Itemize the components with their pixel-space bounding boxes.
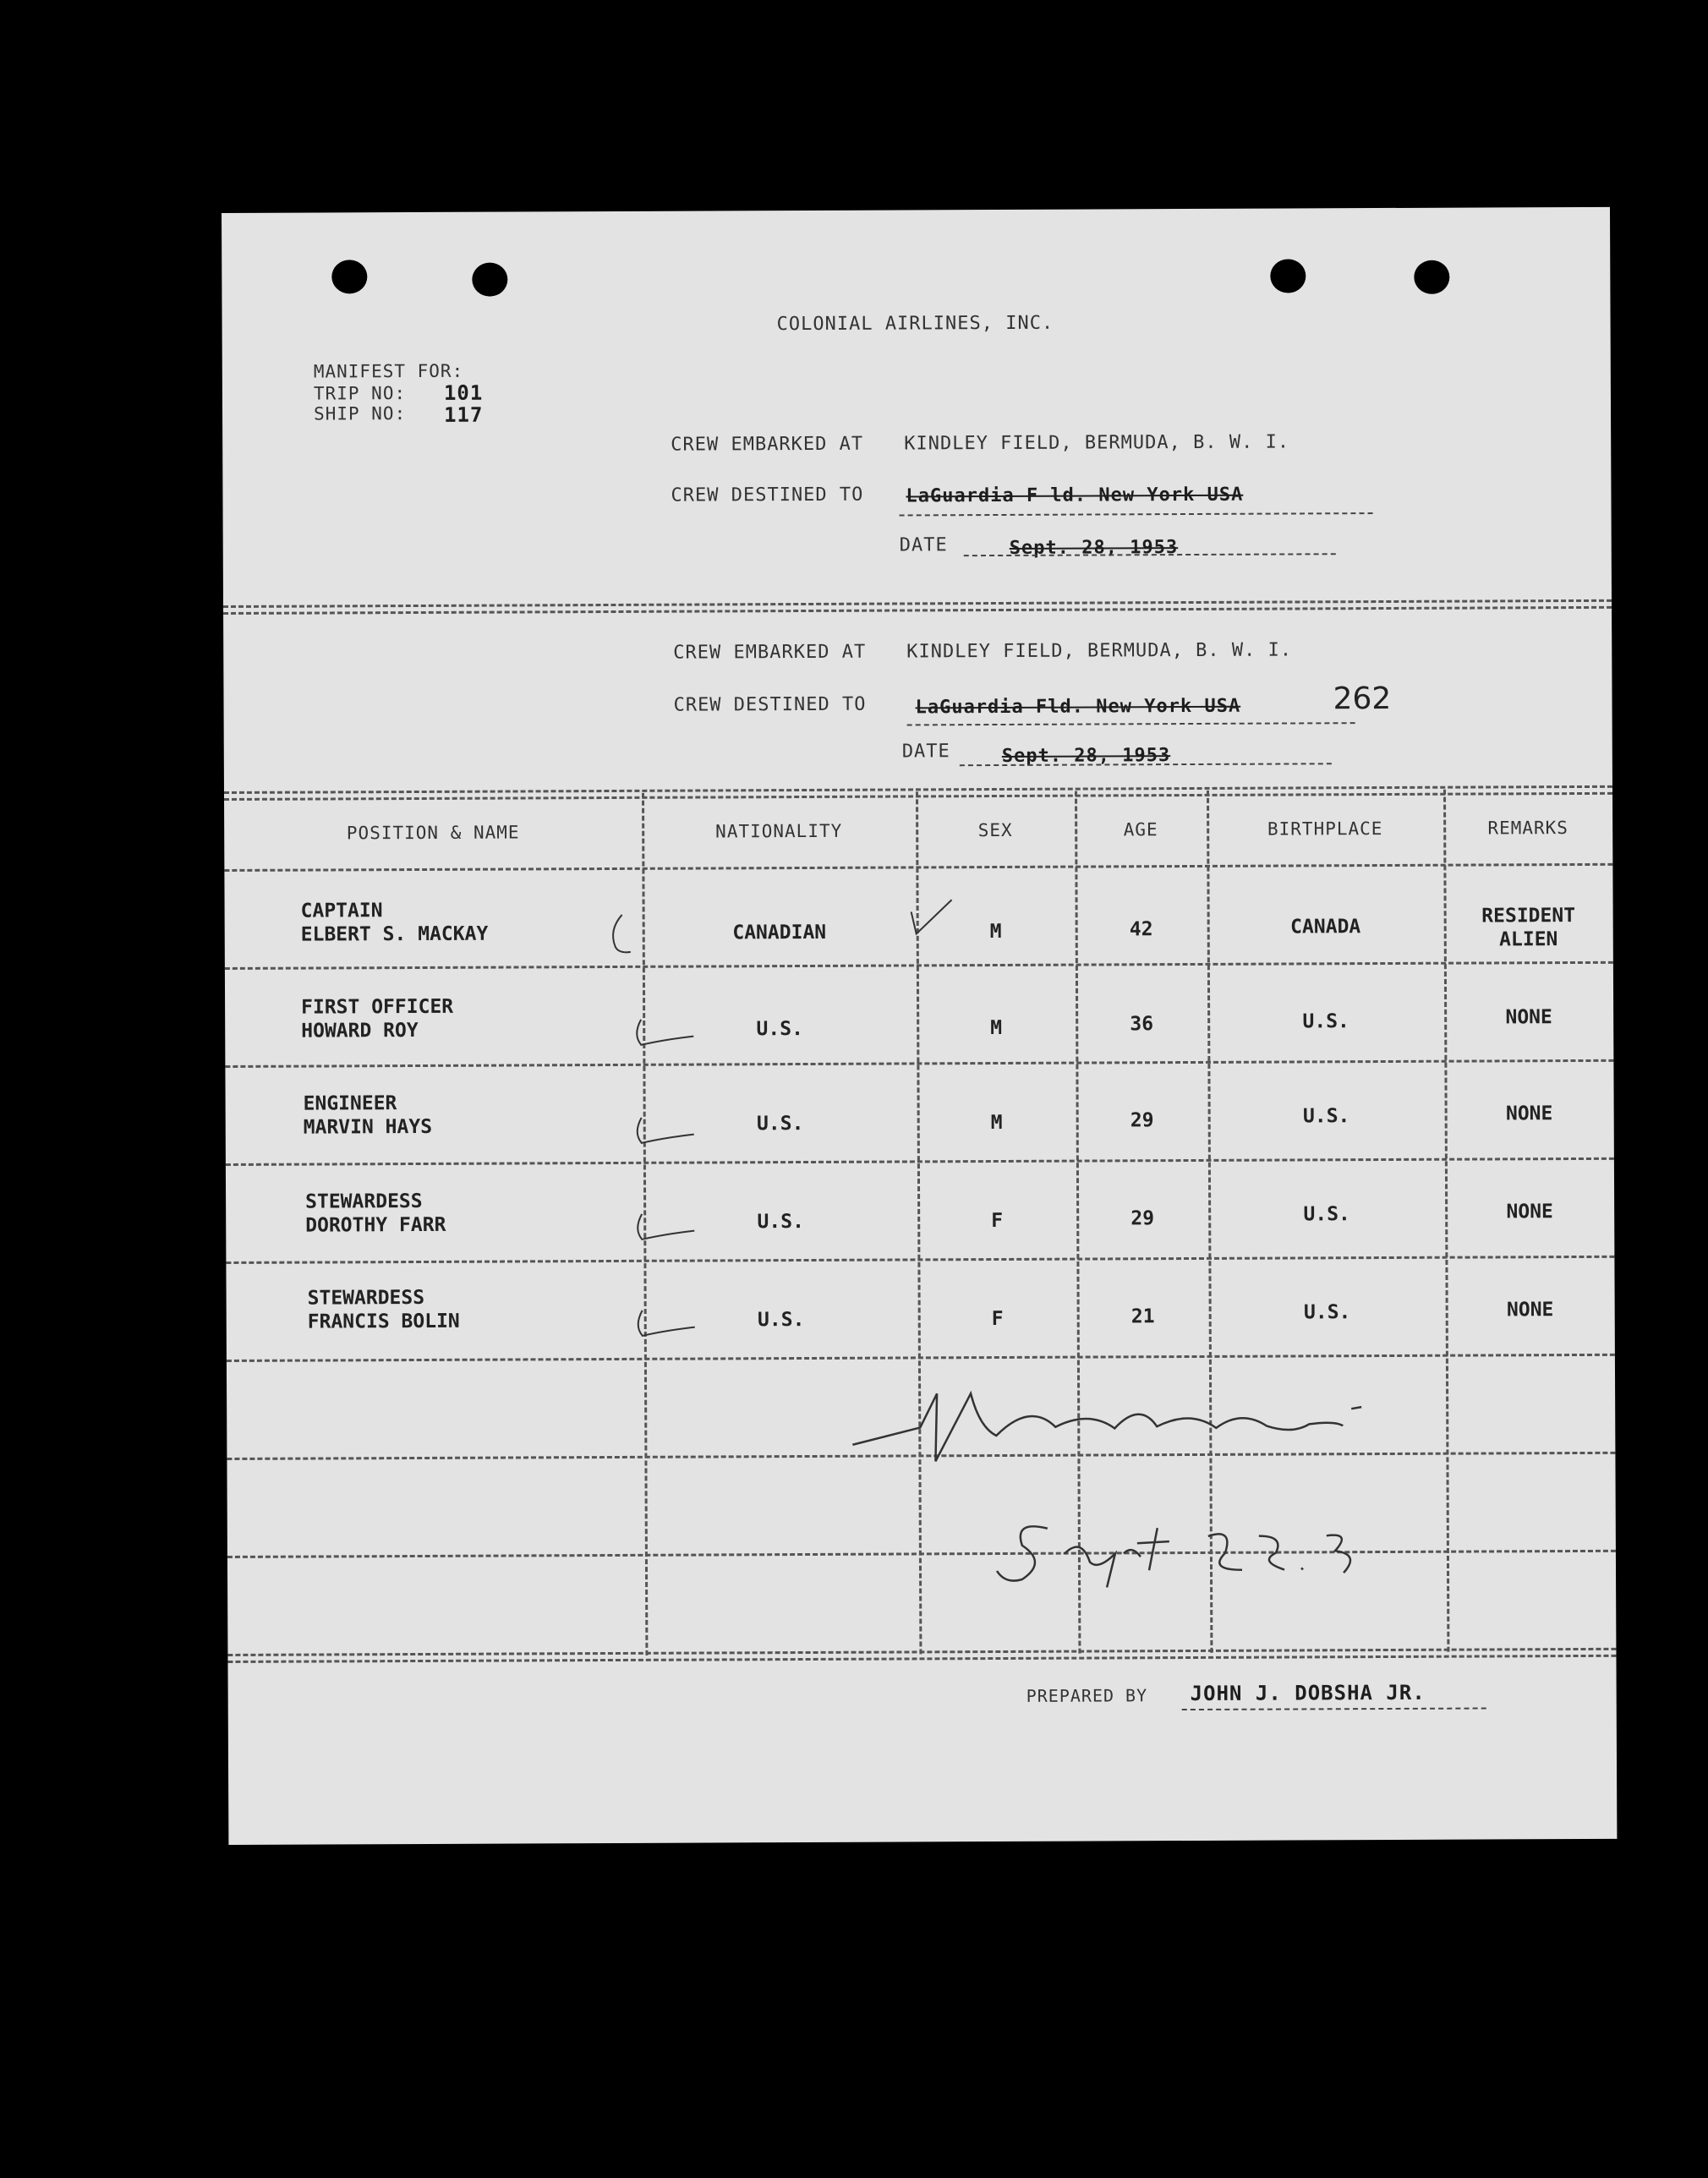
column-header-nationality: NATIONALITY — [715, 820, 843, 842]
crew-destined-label: CREW DESTINED TO — [673, 693, 867, 716]
crew-embarked-value: KINDLEY FIELD, BERMUDA, B. W. I. — [906, 639, 1293, 663]
date-value: Sept. 28, 1953 — [1001, 745, 1171, 767]
column-header-age: AGE — [1123, 819, 1158, 840]
company-name: COLONIAL AIRLINES, INC. — [776, 312, 1054, 336]
ship-no-value: 117 — [443, 402, 484, 427]
column-header-remarks: REMARKS — [1487, 818, 1568, 839]
crew-position: ENGINEER — [303, 1092, 397, 1115]
manifest-for-label: MANIFEST FOR: — [313, 360, 464, 382]
crew-position: CAPTAIN — [300, 900, 383, 922]
crew-nationality: U.S. — [756, 1113, 804, 1136]
crew-destined-value: LaGuardia Fld. New York USA — [915, 695, 1241, 719]
crew-remarks: NONE — [1505, 1006, 1552, 1029]
destined-underline — [900, 512, 1373, 516]
crew-embarked-value: KINDLEY FIELD, BERMUDA, B. W. I. — [904, 431, 1290, 455]
crew-remarks: ALIEN — [1499, 928, 1558, 951]
trip-no-value: 101 — [443, 380, 484, 405]
crew-position: STEWARDESS — [305, 1190, 423, 1213]
punch-hole — [1270, 259, 1306, 293]
checkmark-icon — [631, 1305, 698, 1356]
crew-age: 42 — [1129, 918, 1153, 941]
prepared-by-label: PREPARED BY — [1026, 1685, 1148, 1706]
crew-name: HOWARD ROY — [301, 1019, 419, 1042]
checkmark-icon — [906, 895, 957, 945]
prepared-by-underline — [1182, 1707, 1486, 1710]
crew-destined-value: LaGuardia F ld. New York USA — [906, 484, 1244, 507]
crew-name: MARVIN HAYS — [303, 1115, 433, 1139]
checkmark-icon — [630, 1209, 698, 1260]
crew-birthplace: U.S. — [1303, 1301, 1351, 1324]
crew-sex: F — [991, 1307, 1004, 1331]
crew-embarked-label: CREW EMBARKED AT — [673, 641, 867, 664]
crew-name: ELBERT S. MACKAY — [300, 922, 489, 946]
crew-name: DOROTHY FARR — [305, 1213, 446, 1237]
handwritten-date — [988, 1502, 1377, 1596]
manifest-document — [222, 207, 1617, 1845]
checkmark-icon — [630, 1113, 698, 1163]
checkmark-icon — [629, 1015, 697, 1065]
handwritten-signature — [835, 1375, 1377, 1479]
prepared-by-name: JOHN J. DOBSHA JR. — [1190, 1680, 1426, 1706]
table-border-bottom — [227, 1655, 1616, 1663]
section-separator — [223, 606, 1612, 615]
ship-no-label: SHIP NO: — [313, 403, 407, 424]
column-header-birthplace: BIRTHPLACE — [1267, 818, 1383, 840]
trip-no-label: TRIP NO: — [313, 383, 407, 404]
crew-age: 29 — [1130, 1207, 1155, 1230]
checkmark-icon — [597, 910, 648, 960]
column-header-sex: SEX — [977, 819, 1013, 841]
crew-sex: M — [989, 920, 1002, 944]
crew-nationality: U.S. — [757, 1211, 804, 1234]
crew-birthplace: CANADA — [1290, 916, 1361, 939]
crew-remarks: NONE — [1505, 1103, 1553, 1125]
punch-hole — [472, 263, 507, 297]
crew-sex: M — [990, 1111, 1003, 1135]
destined-underline — [907, 722, 1355, 725]
punch-hole — [1414, 260, 1449, 294]
crew-age: 29 — [1130, 1109, 1154, 1132]
crew-remarks: RESIDENT — [1481, 905, 1576, 928]
date-label: DATE — [899, 534, 948, 556]
crew-birthplace: U.S. — [1302, 1105, 1350, 1128]
crew-age: 36 — [1130, 1013, 1154, 1036]
crew-name: FRANCIS BOLIN — [307, 1310, 460, 1333]
crew-nationality: U.S. — [756, 1018, 803, 1041]
crew-nationality: CANADIAN — [732, 921, 827, 944]
crew-birthplace: U.S. — [1302, 1010, 1349, 1033]
crew-embarked-label: CREW EMBARKED AT — [671, 433, 864, 456]
crew-birthplace: U.S. — [1303, 1203, 1350, 1226]
crew-position: FIRST OFFICER — [301, 995, 454, 1019]
crew-remarks: NONE — [1506, 1299, 1554, 1322]
column-header-position-name: POSITION & NAME — [346, 822, 520, 844]
crew-remarks: NONE — [1506, 1201, 1553, 1223]
crew-age: 21 — [1130, 1305, 1155, 1328]
crew-sex: M — [990, 1016, 1003, 1040]
punch-hole — [331, 260, 367, 293]
date-label: DATE — [901, 741, 950, 763]
date-value: Sept. 28, 1953 — [1009, 537, 1179, 559]
crew-sex: F — [991, 1209, 1004, 1233]
crew-nationality: U.S. — [757, 1309, 805, 1332]
crew-destined-label: CREW DESTINED TO — [671, 484, 864, 506]
crew-position: STEWARDESS — [307, 1286, 425, 1310]
handwritten-page-number: 262 — [1333, 681, 1392, 717]
